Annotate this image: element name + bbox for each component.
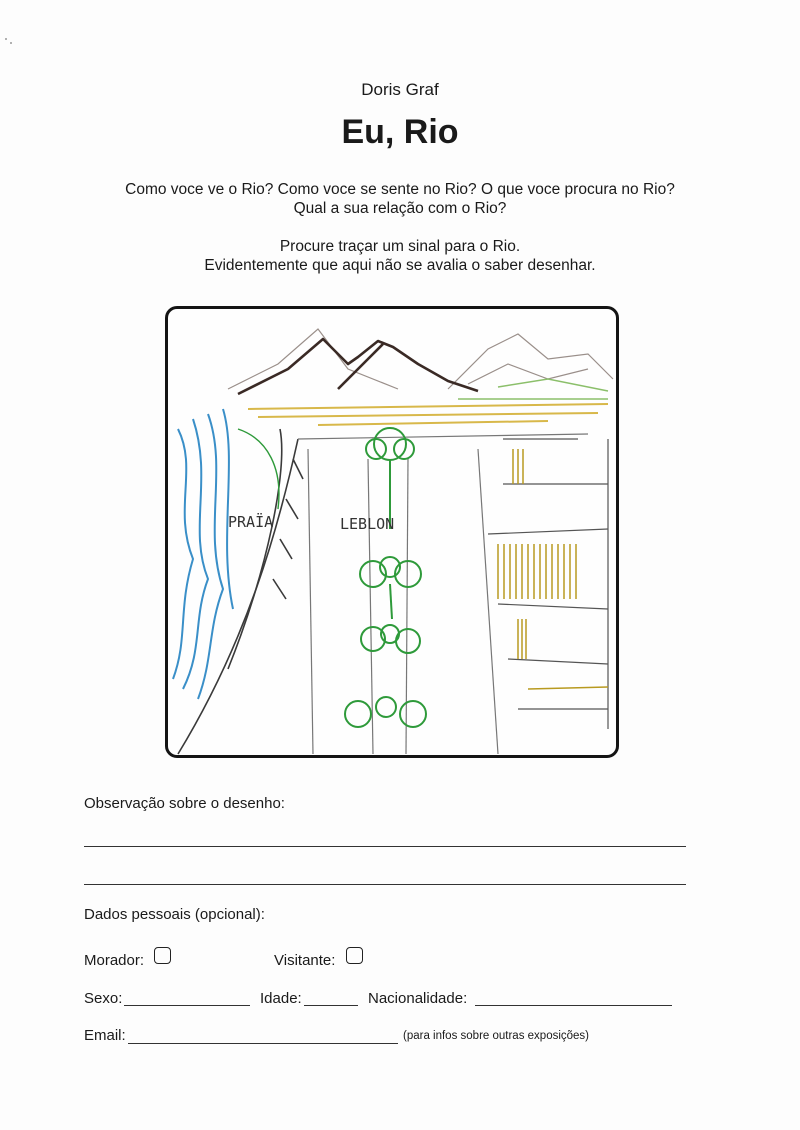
neighborhood-label: LEBLON [340, 515, 395, 533]
email-label: Email: [84, 1027, 126, 1044]
hand-drawing [168, 309, 616, 755]
sex-label: Sexo: [84, 990, 123, 1007]
author-name: Doris Graf [361, 80, 439, 99]
intro-text [0, 180, 800, 218]
beach-label: PRAÏA [228, 513, 274, 531]
email-note: (para infos sobre outras exposições) [403, 1030, 590, 1042]
instructions-line-1: Procure traçar um sinal para o Rio. [279, 238, 521, 255]
scan-speck [5, 38, 7, 40]
beach-greenery [238, 429, 279, 509]
nationality-label: Nacionalidade: [368, 990, 468, 1007]
sea-waves [173, 409, 233, 699]
nationality-field[interactable] [475, 1005, 672, 1006]
drawing-area[interactable] [165, 306, 619, 758]
age-field[interactable] [304, 1005, 358, 1006]
observation-line-2[interactable] [84, 884, 686, 885]
beach-edge [178, 429, 303, 754]
instructions-text [0, 237, 800, 275]
visitor-checkbox[interactable] [346, 947, 363, 964]
intro-line-2: Qual a sua relação com o Rio? [293, 200, 507, 217]
avenue [298, 434, 588, 754]
trees [345, 428, 426, 727]
visitor-label: Visitante: [274, 952, 336, 969]
resident-label: Morador: [84, 952, 145, 969]
scan-speck [10, 42, 12, 44]
green-hills [458, 379, 608, 399]
observation-label: Observação sobre o desenho: [84, 795, 285, 812]
instructions-line-2: Evidentemente que aqui não se avalia o saber desenhar. [204, 257, 596, 274]
buildings [488, 439, 608, 729]
email-field[interactable] [128, 1043, 398, 1044]
resident-checkbox[interactable] [154, 947, 171, 964]
page-title: Eu, Rio [341, 113, 459, 151]
personal-data-heading: Dados pessoais (opcional): [84, 906, 265, 923]
sex-field[interactable] [124, 1005, 250, 1006]
age-label: Idade: [260, 990, 302, 1007]
sand-horizon [248, 404, 608, 425]
observation-line-1[interactable] [84, 846, 686, 847]
building-shading [498, 449, 608, 689]
intro-line-1: Como voce ve o Rio? Como voce se sente no Rio? O que voce procura no Rio? [125, 181, 675, 198]
